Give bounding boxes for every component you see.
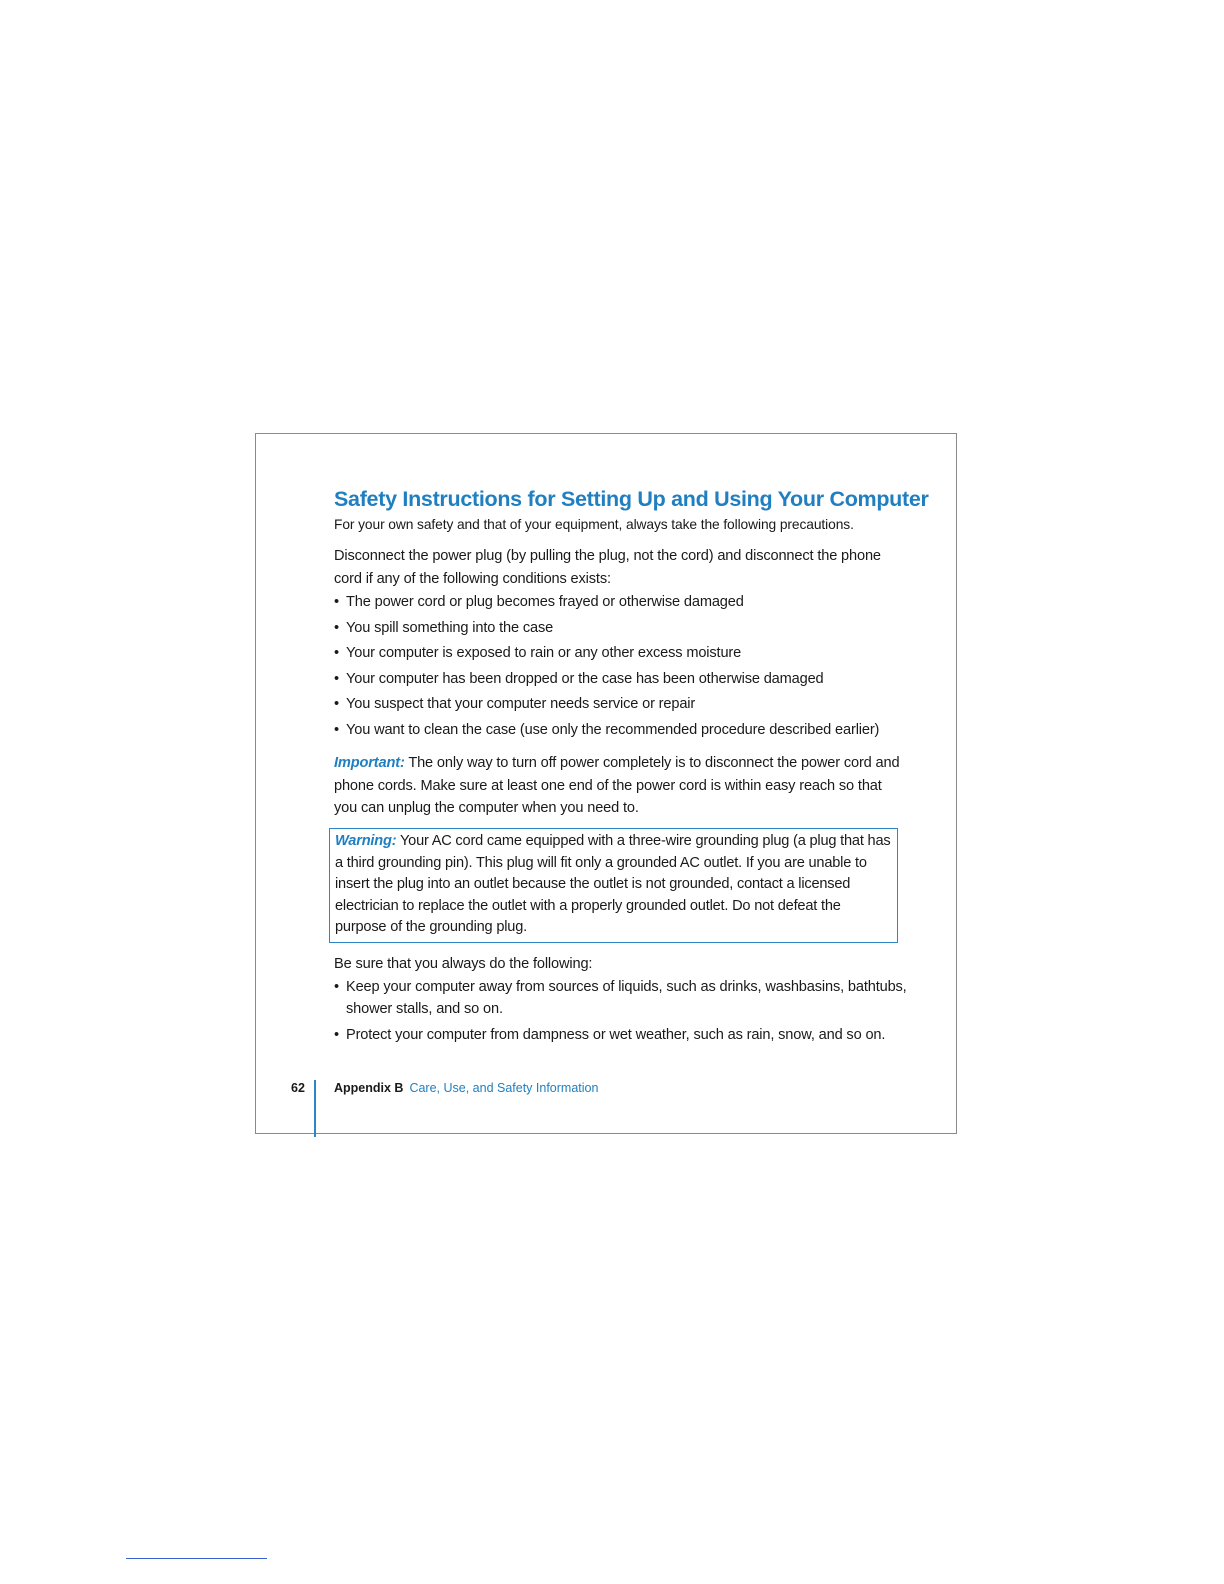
always-list (334, 976, 914, 1049)
bullet-icon: • (334, 670, 339, 687)
underline-rule (126, 1558, 267, 1559)
section-subtitle: For your own safety and that of your equipment, always take the following precautions. (334, 517, 854, 532)
warning-text: Your AC cord came equipped with a three-wire grounding plug (a plug that has a third grounding pin). This plug will fit only a grounded AC outlet. If you are unable to insert the plug into an outlet because the outlet is not grounded, contact a licensed electrician to replace the outlet with a properly grounded outlet. Do not defeat the purpose of the grounding plug. (335, 833, 891, 936)
list-item: • Your computer is exposed to rain or any other excess moisture (334, 641, 904, 667)
list-item: • The power cord or plug becomes frayed or otherwise damaged (334, 590, 904, 616)
list-item: • You spill something into the case (334, 616, 904, 642)
bullet-icon: • (334, 978, 339, 995)
important-label: Important: (334, 755, 405, 771)
footer-rule (314, 1080, 316, 1137)
list-item: • You suspect that your computer needs service or repair (334, 692, 904, 718)
section-title: Safety Instructions for Setting Up and Using Your Computer (334, 487, 929, 511)
always-section (334, 953, 914, 1048)
appendix-label: Appendix B (334, 1081, 404, 1095)
main-content (334, 486, 929, 820)
bullet-icon: • (334, 645, 339, 661)
bullet-icon: • (334, 696, 339, 712)
important-text: The only way to turn off power completely is to disconnect the power cord and phone cords. Make sure at least one end of the power cord is within easy reach so that you can unplug the computer when you need to. (334, 755, 900, 816)
conditions-list (334, 590, 904, 743)
page-number: 62 (291, 1081, 305, 1095)
bullet-icon: • (334, 721, 339, 738)
list-item: • Protect your computer from dampness or wet weather, such as rain, snow, and so on. (334, 1023, 914, 1049)
bullet-icon: • (334, 619, 339, 636)
bullet-icon: • (334, 594, 339, 610)
bullet-icon: • (334, 1026, 339, 1043)
important-note (334, 752, 904, 820)
chapter-title: Care, Use, and Safety Information (409, 1081, 599, 1095)
list-item: • Your computer has been dropped or the case has been otherwise damaged (334, 667, 904, 693)
list-item: • You want to clean the case (use only the recommended procedure described earlier) (334, 718, 904, 744)
running-footer (334, 1081, 598, 1095)
disconnect-intro: Disconnect the power plug (by pulling the plug, not the cord) and disconnect the phone cord if any of the following conditions exists: (334, 548, 881, 587)
always-intro: Be sure that you always do the following: (334, 956, 593, 972)
list-item: • Keep your computer away from sources of liquids, such as drinks, washbasins, bathtubs, shower stalls, and so on. (334, 976, 914, 1020)
warning-box (329, 828, 898, 943)
warning-label: Warning: (335, 833, 397, 849)
